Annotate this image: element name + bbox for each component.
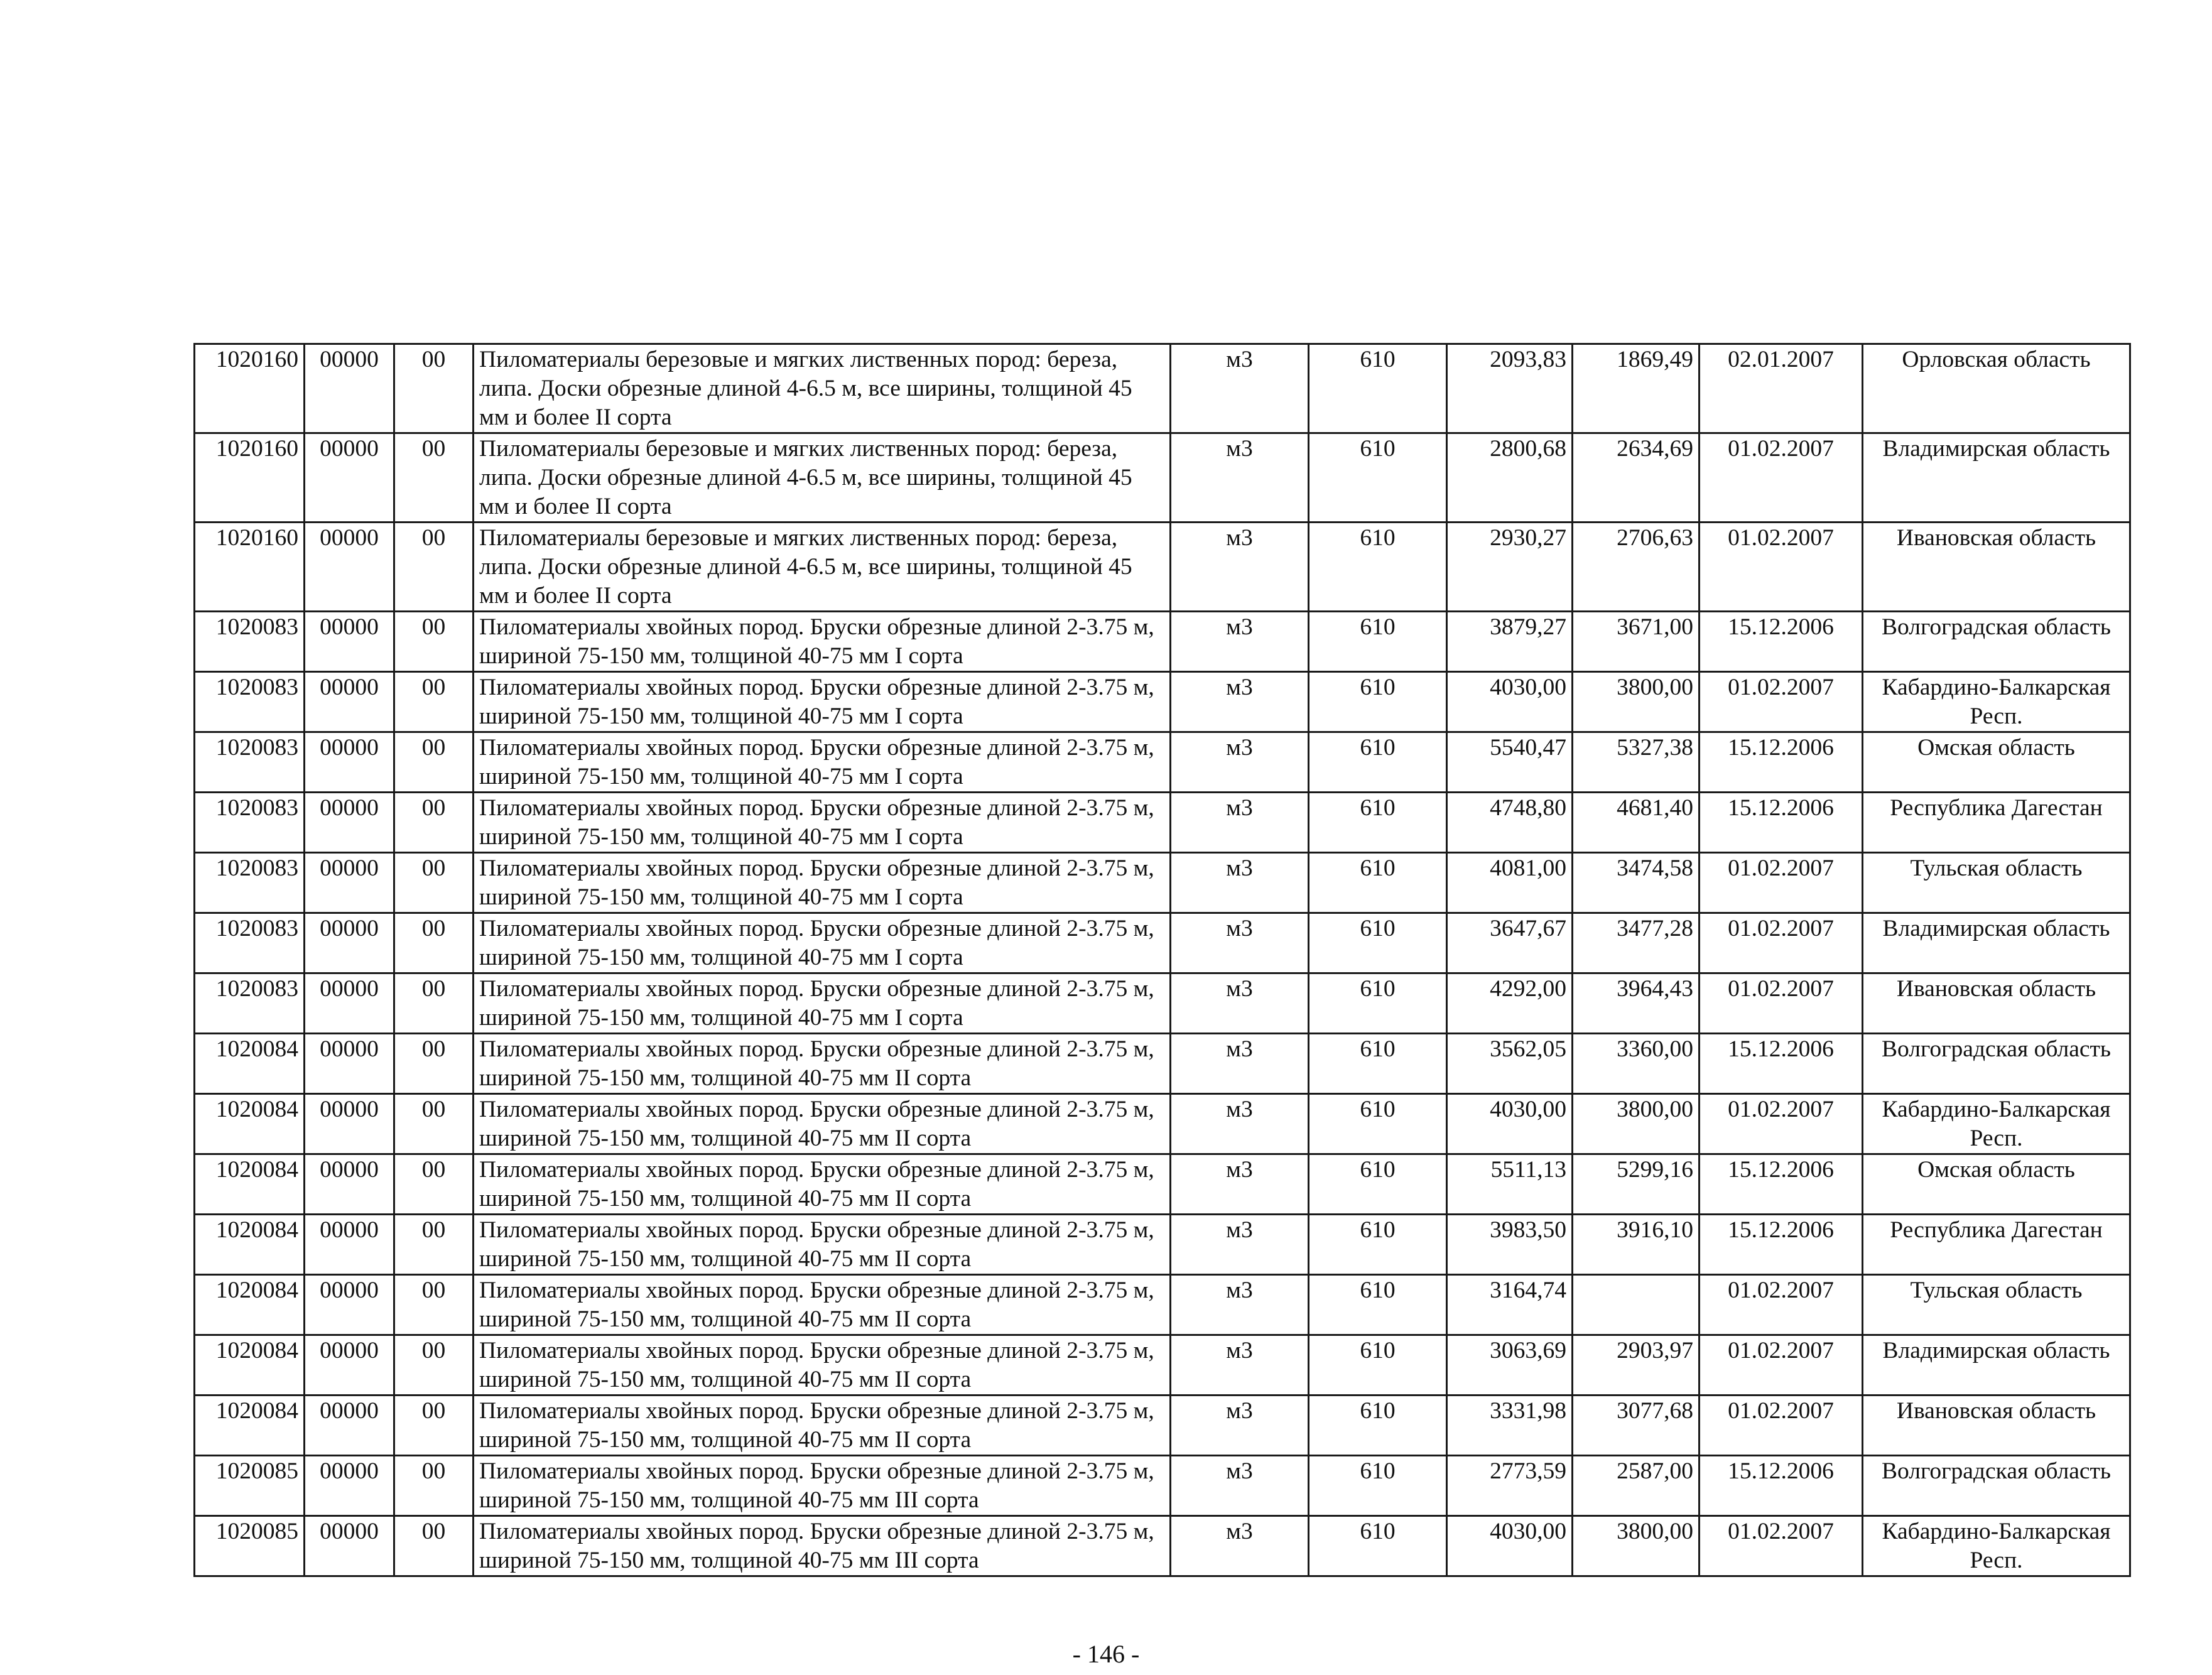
region: Орловская область xyxy=(1863,344,2130,433)
sub-code: 00000 xyxy=(305,1034,394,1094)
unit-code: 610 xyxy=(1309,973,1447,1034)
product-description: Пиломатериалы березовые и мягких лиственных пород: береза, липа. Доски обрезные длиной 4-6.5 м, все ширины, толщиной 45 мм и более II сорта xyxy=(474,433,1171,523)
suffix-code: 00 xyxy=(394,433,474,523)
product-code: 1020083 xyxy=(195,612,305,672)
date: 01.02.2007 xyxy=(1700,913,1863,973)
price-2: 2706,63 xyxy=(1573,523,1700,612)
region: Владимирская область xyxy=(1863,1335,2130,1396)
unit: м3 xyxy=(1171,1215,1309,1275)
sub-code: 00000 xyxy=(305,1456,394,1516)
sub-code: 00000 xyxy=(305,1335,394,1396)
price-1: 4748,80 xyxy=(1447,793,1573,853)
product-description: Пиломатериалы хвойных пород. Бруски обрезные длиной 2-3.75 м, шириной 75-150 мм, толщиной 40-75 мм I сорта xyxy=(474,853,1171,913)
price-1: 3879,27 xyxy=(1447,612,1573,672)
suffix-code: 00 xyxy=(394,1396,474,1456)
unit: м3 xyxy=(1171,1275,1309,1335)
region: Волгоградская область xyxy=(1863,612,2130,672)
price-2: 2634,69 xyxy=(1573,433,1700,523)
product-description: Пиломатериалы хвойных пород. Бруски обрезные длиной 2-3.75 м, шириной 75-150 мм, толщиной 40-75 мм III сорта xyxy=(474,1516,1171,1576)
date: 01.02.2007 xyxy=(1700,433,1863,523)
price-2: 1869,49 xyxy=(1573,344,1700,433)
price-1: 4081,00 xyxy=(1447,853,1573,913)
suffix-code: 00 xyxy=(394,913,474,973)
date: 15.12.2006 xyxy=(1700,1215,1863,1275)
region: Ивановская область xyxy=(1863,1396,2130,1456)
unit: м3 xyxy=(1171,344,1309,433)
unit: м3 xyxy=(1171,1456,1309,1516)
price-2: 2587,00 xyxy=(1573,1456,1700,1516)
table-row xyxy=(195,344,2130,433)
price-2: 3800,00 xyxy=(1573,1094,1700,1154)
region: Волгоградская область xyxy=(1863,1034,2130,1094)
price-2: 3477,28 xyxy=(1573,913,1700,973)
date: 01.02.2007 xyxy=(1700,672,1863,732)
unit-code: 610 xyxy=(1309,1215,1447,1275)
unit: м3 xyxy=(1171,672,1309,732)
product-description: Пиломатериалы хвойных пород. Бруски обрезные длиной 2-3.75 м, шириной 75-150 мм, толщиной 40-75 мм II сорта xyxy=(474,1335,1171,1396)
date: 01.02.2007 xyxy=(1700,1335,1863,1396)
unit-code: 610 xyxy=(1309,853,1447,913)
suffix-code: 00 xyxy=(394,973,474,1034)
product-code: 1020083 xyxy=(195,853,305,913)
product-description: Пиломатериалы хвойных пород. Бруски обрезные длиной 2-3.75 м, шириной 75-150 мм, толщиной 40-75 мм II сорта xyxy=(474,1396,1171,1456)
suffix-code: 00 xyxy=(394,1215,474,1275)
unit-code: 610 xyxy=(1309,523,1447,612)
sub-code: 00000 xyxy=(305,973,394,1034)
suffix-code: 00 xyxy=(394,1516,474,1576)
unit-code: 610 xyxy=(1309,612,1447,672)
price-1: 2930,27 xyxy=(1447,523,1573,612)
unit-code: 610 xyxy=(1309,732,1447,793)
date: 01.02.2007 xyxy=(1700,853,1863,913)
date: 15.12.2006 xyxy=(1700,1154,1863,1215)
price-2: 3077,68 xyxy=(1573,1396,1700,1456)
table-body xyxy=(195,344,2130,1576)
sub-code: 00000 xyxy=(305,1516,394,1576)
price-2: 2903,97 xyxy=(1573,1335,1700,1396)
sub-code: 00000 xyxy=(305,612,394,672)
sub-code: 00000 xyxy=(305,1154,394,1215)
price-2: 5327,38 xyxy=(1573,732,1700,793)
date: 01.02.2007 xyxy=(1700,973,1863,1034)
product-description: Пиломатериалы хвойных пород. Бруски обрезные длиной 2-3.75 м, шириной 75-150 мм, толщиной 40-75 мм I сорта xyxy=(474,672,1171,732)
date: 01.02.2007 xyxy=(1700,1396,1863,1456)
price-1: 2773,59 xyxy=(1447,1456,1573,1516)
region: Владимирская область xyxy=(1863,433,2130,523)
table-row xyxy=(195,523,2130,612)
price-1: 3164,74 xyxy=(1447,1275,1573,1335)
sub-code: 00000 xyxy=(305,344,394,433)
product-description: Пиломатериалы хвойных пород. Бруски обрезные длиной 2-3.75 м, шириной 75-150 мм, толщиной 40-75 мм III сорта xyxy=(474,1456,1171,1516)
table-row xyxy=(195,1516,2130,1576)
product-description: Пиломатериалы хвойных пород. Бруски обрезные длиной 2-3.75 м, шириной 75-150 мм, толщиной 40-75 мм I сорта xyxy=(474,913,1171,973)
product-description: Пиломатериалы хвойных пород. Бруски обрезные длиной 2-3.75 м, шириной 75-150 мм, толщиной 40-75 мм I сорта xyxy=(474,793,1171,853)
product-code: 1020083 xyxy=(195,732,305,793)
unit: м3 xyxy=(1171,1335,1309,1396)
product-description: Пиломатериалы хвойных пород. Бруски обрезные длиной 2-3.75 м, шириной 75-150 мм, толщиной 40-75 мм II сорта xyxy=(474,1275,1171,1335)
region: Владимирская область xyxy=(1863,913,2130,973)
product-description: Пиломатериалы хвойных пород. Бруски обрезные длиной 2-3.75 м, шириной 75-150 мм, толщиной 40-75 мм II сорта xyxy=(474,1154,1171,1215)
table-row xyxy=(195,1094,2130,1154)
price-2: 5299,16 xyxy=(1573,1154,1700,1215)
date: 15.12.2006 xyxy=(1700,793,1863,853)
table-row xyxy=(195,1034,2130,1094)
product-code: 1020084 xyxy=(195,1094,305,1154)
table-row xyxy=(195,1456,2130,1516)
product-code: 1020160 xyxy=(195,344,305,433)
unit-code: 610 xyxy=(1309,1154,1447,1215)
price-2: 3800,00 xyxy=(1573,672,1700,732)
price-1: 3063,69 xyxy=(1447,1335,1573,1396)
unit: м3 xyxy=(1171,793,1309,853)
price-2: 3360,00 xyxy=(1573,1034,1700,1094)
price-1: 5540,47 xyxy=(1447,732,1573,793)
sub-code: 00000 xyxy=(305,1094,394,1154)
unit: м3 xyxy=(1171,1034,1309,1094)
unit-code: 610 xyxy=(1309,1396,1447,1456)
date: 15.12.2006 xyxy=(1700,612,1863,672)
unit: м3 xyxy=(1171,1094,1309,1154)
price-1: 4030,00 xyxy=(1447,672,1573,732)
price-1: 3983,50 xyxy=(1447,1215,1573,1275)
table-row xyxy=(195,732,2130,793)
unit-code: 610 xyxy=(1309,344,1447,433)
unit: м3 xyxy=(1171,1154,1309,1215)
unit-code: 610 xyxy=(1309,672,1447,732)
unit-code: 610 xyxy=(1309,913,1447,973)
product-description: Пиломатериалы березовые и мягких лиственных пород: береза, липа. Доски обрезные длиной 4-6.5 м, все ширины, толщиной 45 мм и более II сорта xyxy=(474,344,1171,433)
table-row xyxy=(195,612,2130,672)
sub-code: 00000 xyxy=(305,793,394,853)
region: Тульская область xyxy=(1863,1275,2130,1335)
sub-code: 00000 xyxy=(305,433,394,523)
price-1: 4292,00 xyxy=(1447,973,1573,1034)
region: Республика Дагестан xyxy=(1863,1215,2130,1275)
price-2: 3474,58 xyxy=(1573,853,1700,913)
region: Кабардино-Балкарская Респ. xyxy=(1863,1094,2130,1154)
unit-code: 610 xyxy=(1309,793,1447,853)
price-1: 3331,98 xyxy=(1447,1396,1573,1456)
unit: м3 xyxy=(1171,523,1309,612)
table-row xyxy=(195,913,2130,973)
table-row xyxy=(195,1154,2130,1215)
price-1: 3562,05 xyxy=(1447,1034,1573,1094)
date: 15.12.2006 xyxy=(1700,1034,1863,1094)
price-1: 2800,68 xyxy=(1447,433,1573,523)
sub-code: 00000 xyxy=(305,672,394,732)
suffix-code: 00 xyxy=(394,793,474,853)
date: 02.01.2007 xyxy=(1700,344,1863,433)
date: 15.12.2006 xyxy=(1700,1456,1863,1516)
unit: м3 xyxy=(1171,853,1309,913)
price-2 xyxy=(1573,1275,1700,1335)
price-2: 3964,43 xyxy=(1573,973,1700,1034)
product-description: Пиломатериалы хвойных пород. Бруски обрезные длиной 2-3.75 м, шириной 75-150 мм, толщиной 40-75 мм I сорта xyxy=(474,732,1171,793)
unit: м3 xyxy=(1171,732,1309,793)
unit-code: 610 xyxy=(1309,1335,1447,1396)
product-code: 1020084 xyxy=(195,1215,305,1275)
table-row xyxy=(195,1335,2130,1396)
date: 01.02.2007 xyxy=(1700,1516,1863,1576)
suffix-code: 00 xyxy=(394,344,474,433)
unit: м3 xyxy=(1171,973,1309,1034)
unit-code: 610 xyxy=(1309,433,1447,523)
table-row xyxy=(195,1275,2130,1335)
unit-code: 610 xyxy=(1309,1516,1447,1576)
table-row xyxy=(195,433,2130,523)
sub-code: 00000 xyxy=(305,913,394,973)
suffix-code: 00 xyxy=(394,612,474,672)
suffix-code: 00 xyxy=(394,523,474,612)
suffix-code: 00 xyxy=(394,853,474,913)
suffix-code: 00 xyxy=(394,732,474,793)
region: Кабардино-Балкарская Респ. xyxy=(1863,1516,2130,1576)
table-row xyxy=(195,973,2130,1034)
product-code: 1020160 xyxy=(195,523,305,612)
price-1: 4030,00 xyxy=(1447,1516,1573,1576)
unit-code: 610 xyxy=(1309,1094,1447,1154)
table-row xyxy=(195,853,2130,913)
product-code: 1020160 xyxy=(195,433,305,523)
unit: м3 xyxy=(1171,1396,1309,1456)
region: Омская область xyxy=(1863,1154,2130,1215)
product-description: Пиломатериалы березовые и мягких лиственных пород: береза, липа. Доски обрезные длиной 4-6.5 м, все ширины, толщиной 45 мм и более II сорта xyxy=(474,523,1171,612)
unit-code: 610 xyxy=(1309,1275,1447,1335)
price-1: 3647,67 xyxy=(1447,913,1573,973)
page-number: - 146 - xyxy=(1072,1640,1140,1668)
sub-code: 00000 xyxy=(305,853,394,913)
region: Кабардино-Балкарская Респ. xyxy=(1863,672,2130,732)
suffix-code: 00 xyxy=(394,672,474,732)
price-2: 4681,40 xyxy=(1573,793,1700,853)
suffix-code: 00 xyxy=(394,1154,474,1215)
product-code: 1020083 xyxy=(195,672,305,732)
product-code: 1020084 xyxy=(195,1396,305,1456)
sub-code: 00000 xyxy=(305,732,394,793)
product-code: 1020084 xyxy=(195,1034,305,1094)
product-code: 1020084 xyxy=(195,1275,305,1335)
region: Тульская область xyxy=(1863,853,2130,913)
region: Волгоградская область xyxy=(1863,1456,2130,1516)
region: Ивановская область xyxy=(1863,973,2130,1034)
table-row xyxy=(195,672,2130,732)
date: 01.02.2007 xyxy=(1700,1275,1863,1335)
product-code: 1020085 xyxy=(195,1456,305,1516)
product-code: 1020084 xyxy=(195,1154,305,1215)
unit-code: 610 xyxy=(1309,1034,1447,1094)
unit: м3 xyxy=(1171,612,1309,672)
product-description: Пиломатериалы хвойных пород. Бруски обрезные длиной 2-3.75 м, шириной 75-150 мм, толщиной 40-75 мм I сорта xyxy=(474,973,1171,1034)
date: 01.02.2007 xyxy=(1700,1094,1863,1154)
unit: м3 xyxy=(1171,1516,1309,1576)
suffix-code: 00 xyxy=(394,1456,474,1516)
product-code: 1020083 xyxy=(195,793,305,853)
price-1: 5511,13 xyxy=(1447,1154,1573,1215)
table-row xyxy=(195,1396,2130,1456)
unit-code: 610 xyxy=(1309,1456,1447,1516)
product-code: 1020084 xyxy=(195,1335,305,1396)
product-description: Пиломатериалы хвойных пород. Бруски обрезные длиной 2-3.75 м, шириной 75-150 мм, толщиной 40-75 мм I сорта xyxy=(474,612,1171,672)
suffix-code: 00 xyxy=(394,1335,474,1396)
price-2: 3671,00 xyxy=(1573,612,1700,672)
region: Ивановская область xyxy=(1863,523,2130,612)
price-table xyxy=(193,343,2131,1577)
table-row xyxy=(195,1215,2130,1275)
region: Республика Дагестан xyxy=(1863,793,2130,853)
product-description: Пиломатериалы хвойных пород. Бруски обрезные длиной 2-3.75 м, шириной 75-150 мм, толщиной 40-75 мм II сорта xyxy=(474,1094,1171,1154)
sub-code: 00000 xyxy=(305,1396,394,1456)
unit: м3 xyxy=(1171,913,1309,973)
price-2: 3800,00 xyxy=(1573,1516,1700,1576)
region: Омская область xyxy=(1863,732,2130,793)
date: 01.02.2007 xyxy=(1700,523,1863,612)
suffix-code: 00 xyxy=(394,1034,474,1094)
date: 15.12.2006 xyxy=(1700,732,1863,793)
sub-code: 00000 xyxy=(305,1215,394,1275)
price-1: 4030,00 xyxy=(1447,1094,1573,1154)
suffix-code: 00 xyxy=(394,1094,474,1154)
table-row xyxy=(195,793,2130,853)
sub-code: 00000 xyxy=(305,1275,394,1335)
suffix-code: 00 xyxy=(394,1275,474,1335)
price-2: 3916,10 xyxy=(1573,1215,1700,1275)
product-code: 1020083 xyxy=(195,973,305,1034)
product-description: Пиломатериалы хвойных пород. Бруски обрезные длиной 2-3.75 м, шириной 75-150 мм, толщиной 40-75 мм II сорта xyxy=(474,1034,1171,1094)
unit: м3 xyxy=(1171,433,1309,523)
product-code: 1020083 xyxy=(195,913,305,973)
product-code: 1020085 xyxy=(195,1516,305,1576)
sub-code: 00000 xyxy=(305,523,394,612)
product-description: Пиломатериалы хвойных пород. Бруски обрезные длиной 2-3.75 м, шириной 75-150 мм, толщиной 40-75 мм II сорта xyxy=(474,1215,1171,1275)
price-1: 2093,83 xyxy=(1447,344,1573,433)
